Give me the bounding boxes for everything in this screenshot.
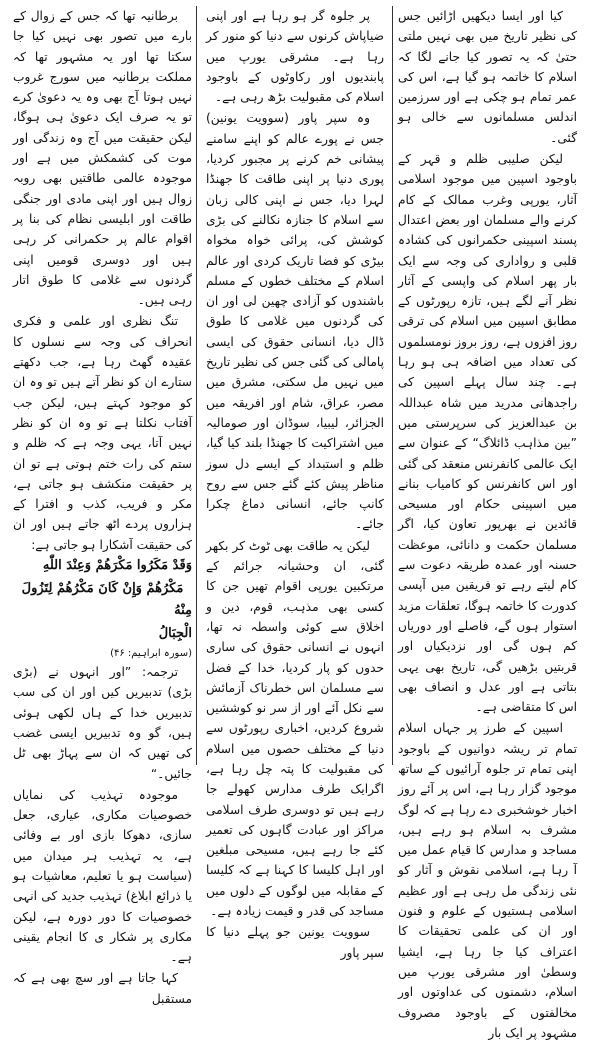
article-column-1 bbox=[391, 6, 584, 1040]
column-2-paragraph-2: وہ سپر پاور (سوویت یونین) جس نے پورے عالم کو اپنے سامنے پیشانی خم کرنے پر مجبور کردیا، پوری دنیا پر اپنی طاقت کا جھنڈا لہرا دیا، جس نے اپنی کالی زبان سے اسلام کا جنازہ نکالنے کی بڑی کوشش کی، پرائی خواہ مخواہ بیڑی کو فضا تاریک کردی اور عالم اسلام کے مختلف خطوں کے مسلم باشندوں کو آزادی چھین لی اور ان کی گردنوں میں غلامی کا طوق ڈال دیا، انسانی حقوق کی ایسی پامالی کی گئی جس کی نظیر تاریخ میں نہیں مل سکتی، مشرق میں مصر، عراق، شام اور افریقہ میں الجزائر، لیبیا، سوڈان اور صومالیہ میں اشتراکیت کا جھنڈا بلند کیا گیا، ظلم و استبداد کے ایسے دل سوز مناظر پیش کئے گئے جس سے روح کانپ جائے، انسانی دماغ چکرا جائے۔ bbox=[205, 111, 384, 532]
column-divider bbox=[392, 6, 393, 765]
article-column-3 bbox=[6, 6, 199, 1006]
column-1-paragraph-1: کیا اور ایسا دیکھیں اڑائیں جس کی نظیر تاریخ میں بھی نہیں ملتی حتیٰ کہ یہ تصور کیا جانے لگا کہ اسلام کا خاتمہ ہو گیا ہے، اس کی عمر تمام ہو چکی ہے اور سرزمین اندلس مسلمانوں سے خالی ہو گئی۔ bbox=[398, 9, 577, 145]
column-3-paragraph-4: موجودہ تہذیب کی نمایاں خصوصیات مکاری، عیاری، جعل سازی، دھوکا بازی اور بے وفائی ہے، یہ تہذیب ہر میدان میں (سیاست ہو یا تعلیم، معاشیات ہو یا ذرائع ابلاغ) تہذیب جدید کی انہی خصوصیات کا دور دورہ ہے، لیکن مکاری پر شکار ی کا انجام یقینی ہے۔ bbox=[12, 787, 192, 965]
column-3-paragraph-5: کہا جاتا ہے اور سچ بھی ہے کہ مستقبل bbox=[12, 971, 192, 1006]
column-2-paragraph-4: سوویت یونین جو پہلے دنیا کا سپر پاور bbox=[205, 925, 384, 960]
column-divider bbox=[196, 6, 197, 765]
column-1-paragraph-3: اسپین کے طرز پر جہاں اسلام تمام تر ریشہ دوانیوں کے باوجود اپنی تمام تر جلوہ آرائیوں کے ساتھ موجود گزار رہا ہے، اس پر آئے روز اخبار خوشخبری دے رہا ہے کہ لوگ مشرف بہ اسلام ہو رہے ہیں، مساجد و مدارس کا قیام عمل میں آ رہا ہے، اسلامی نقوش و آثار کو نئی زندگی مل رہی ہے اور عظیم اسلامی ہستیوں کے علوم و فنون اور ان کی علمی تحقیقات کا اعتراف کیا جا رہا ہے، ایشیا وسطیٰ اور مشرقی یورپ میں اسلام، دشمنوں کی عداوتوں اور مخالفتوں کے باوجود مصروف مشہود پر ایک بار bbox=[398, 721, 577, 1040]
column-2-paragraph-1: پر جلوہ گر ہو رہا ہے اور اپنی ضیاپاش کرنوں سے دنیا کو منور کر رہا ہے۔ مشرقی یورپ میں پابندیوں اور رکاوٹوں کے باوجود اسلام کی مقبولیت بڑھ رہی ہے۔ bbox=[205, 9, 384, 105]
verse-line-2: مَكْرُهُمْ وَإِنْ كَانَ مَكْرُهُمْ لِتَزُولَ مِنْهُ bbox=[21, 581, 192, 619]
verse-line-1: وَقَدْ مَكَرُوا مَكْرَهُمْ وَعِنْدَ اللّٰهِ bbox=[42, 558, 192, 574]
verse-line-3: الْجِبَالُ bbox=[158, 626, 192, 642]
column-1-paragraph-2: لیکن صلیبی ظلم و قہر کے باوجود اسپین میں موجود اسلامی آثار، یورپی وغرب ممالک کے کام کرنے والے مسلمان اور بعض اعتدال پسند اسپینی حکمرانوں کی کشادہ قلبی و رواداری کی وجہ سے ایک بار پھر اسلام کی واپسی کے آثار نظر آنے لگے ہیں، تازہ رپورٹوں کے مطابق اسپین میں اسلام کی ترقی روز افزوں ہے، روز بروز نومسلموں کی تعداد میں اضافہ ہی ہو رہا ہے۔ چند سال پہلے اسپین کی راجدھانی مدرید میں شاہ عبداللہ بن عبدالعزیز کی سرپرستی میں ”بین مذاہب ڈائلاگ“ کے عنوان سے ایک عالمی کانفرنس منعقد کی گئی اور اس کانفرنس کو کامیاب بنانے میں اسپینی حکام اور مسیحی قائدین نے بھرپور تعاون کیا، اگر مسلمان حکمت و دانائی، موعظت حسنہ اور عمدہ طریقہ دعوت سے کام لیتے رہے تو فریقین میں آپسی کدورت کا خاتمہ ہوگا، تعلقات مزید استوار ہوں گے، فاصلے اور دوریاں کم ہوں گی اور نزدیکیاں اور قربتیں بڑھیں گی، تاریخ بھی یہی بتاتی ہے اور عدل و انصاف بھی اس کا متقاضی ہے۔ bbox=[398, 152, 577, 715]
column-3-paragraph-1: برطانیہ تھا کہ جس کے زوال کے بارے میں تصور بھی نہیں کیا جا سکتا تھا اور یہ مشہور تھا کہ مملکت برطانیہ میں سورج غروب نہیں ہوتا آج بھی وہ یہ دعویٰ کرے تو یہ صرف ایک دعویٰ ہی ہوگا، لیکن حقیقت میں آج وہ زندگی اور موت کی کشمکش میں ہے اور موجودہ عالمی طاقتیں بھی روبہ زوال ہیں اور اپنی مادی اور جنگی طاقت اور ابلیسی نظام کی بنا پر اقوام عالم پر حکمرانی کر رہی ہیں اور دوسری قومیں اپنی گردنوں سے غلامی کا طوق اتار رہی ہیں۔ bbox=[12, 9, 192, 308]
quran-verse bbox=[13, 555, 192, 662]
column-3-paragraph-3: ترجمہ: ”اور انہوں نے (بڑی بڑی) تدبیریں کیں اور ان کی سب تدبیریں خدا کے ہاں لکھی ہوئی ہیں، گو وہ تدبیریں ایسی غضب کی تھیں کہ ان سے پہاڑ بھی ٹل جائیں۔“ bbox=[12, 665, 192, 781]
column-2-paragraph-3: لیکن یہ طاقت بھی ٹوٹ کر بکھر گئی، ان وحشیانہ جرائم کے مرتکبین یورپی اقوام تھیں جن کا کسی بھی مذہب، قوم، دین و اخلاق سے کوئی واسطہ نہ تھا، انہوں نے انسانی حقوق کی ساری حدوں کو پار کردیا، خدا کے فضل سے مسلمان اس خطرناک آزمائش سے نکل آئے اور از سر نو کوششیں شروع کردیں، اخباری رپورٹوں سے دنیا کے مختلف حصوں میں اسلام کی مقبولیت کا پتہ چل رہا ہے، اگرایک طرف مدارس کھولے جا رہے ہیں تو دوسری طرف اسلامی مراکز اور عبادت گاہوں کی تعمیر کئے جا رہے ہیں، مسیحی مبلغین اور اہل کلیسا کا کہنا ہے کہ کلیسا کے مقابلہ میں لوگوں کے دلوں میں مساجد کی قدر و قیمت زیادہ ہے۔ bbox=[205, 538, 384, 919]
column-3-paragraph-2: تنگ نظری اور علمی و فکری انحراف کی وجہ سے نسلوں کا عقیدہ گھٹ رہا ہے، جب دکھتے ستارے ان کو نظر آتے ہیں تو وہ ان کو موجود کہتے ہیں، لیکن جب آفتاب نکلتا ہے تو وہ ان کو نظر نہیں آتا، یہی وجہ ہے کہ ظلم و ستم کی رات ختم ہوتی ہے تو ان پر حقیقت منکشف ہو جاتی ہے، مکر و فریب، کذب و افترا کے ہزاروں پردے اٹھ جاتے ہیں اور ان کی حقیقت آشکارا ہو جاتی ہے: bbox=[12, 314, 192, 552]
article-column-2 bbox=[199, 6, 391, 960]
verse-reference: (سورہ ابراہیم: ۴۶) bbox=[110, 648, 192, 660]
